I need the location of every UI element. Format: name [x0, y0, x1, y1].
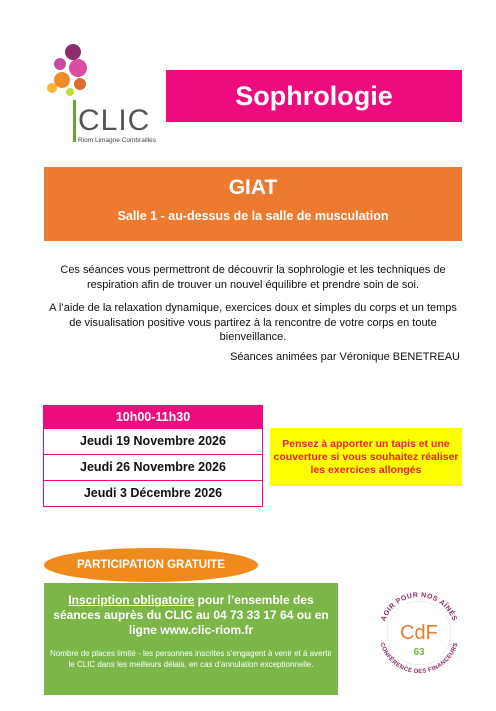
- inscription-box: [44, 583, 338, 695]
- cdf-logo: [369, 583, 469, 683]
- location-room: Salle 1 - au-dessus de la salle de musculation: [117, 209, 389, 223]
- cdf-bottom-text: CONFÉRENCE DES FINANCEURS: [378, 642, 460, 676]
- logo-text: CLIC: [78, 104, 151, 137]
- location-banner: [44, 167, 462, 241]
- logo-stem: [73, 100, 76, 142]
- animator-credit: Séances animées par Véronique BENETREAU: [230, 351, 460, 363]
- description-paragraph-2: A l’aide de la relaxation dynamique, exercices doux et simples du corps et un temps de visualisation positive vous partirez à la rencontre de votre corps en toute bienveillance.: [49, 302, 457, 343]
- logo-subtitle: Riom Limagne Combrailles: [78, 137, 157, 144]
- inscription-rest: pour l’ensemble des séances auprès du CLIC au 04 73 33 17 64 ou en ligne www.clic-riom.fr: [53, 593, 329, 637]
- participation-badge: [44, 548, 258, 582]
- schedule-date: Jeudi 19 Novembre 2026: [43, 429, 263, 455]
- participation-text: PARTICIPATION GRATUITE: [76, 559, 225, 571]
- schedule-time: 10h00-11h30: [43, 405, 263, 429]
- inscription-note: Nombre de places limité - les personnes inscrites s’engagent à venir et à avertir le CLIC dans les meilleurs délais, en cas d’annulation exceptionnelle.: [50, 649, 332, 669]
- location-city: GIAT: [228, 176, 278, 199]
- reminder-text: Pensez à apporter un tapis et une couverture si vous souhaitez réaliser les exercices allongés: [273, 437, 459, 476]
- title-banner: [166, 70, 462, 122]
- cdf-mark: CdF: [400, 622, 438, 644]
- inscription-lead: Inscription obligatoire: [68, 593, 195, 607]
- schedule-date: Jeudi 3 Décembre 2026: [43, 481, 263, 507]
- inscription-text: [44, 593, 338, 638]
- reminder-box: [270, 428, 462, 486]
- schedule-table: [43, 405, 263, 507]
- description-paragraph-1: Ces séances vous permettront de découvrir la sophrologie et les techniques de respiration afin de trouver un nouvel équilibre et prendre soin de soi.: [60, 264, 446, 291]
- cdf-number: 63: [413, 647, 425, 658]
- cdf-top-text: AGIR POUR NOS AÎNÉS: [380, 591, 458, 623]
- svg-text:AGIR POUR NOS AÎNÉS: [380, 592, 458, 622]
- page-title: Sophrologie: [235, 80, 393, 111]
- schedule-date: Jeudi 26 Novembre 2026: [43, 455, 263, 481]
